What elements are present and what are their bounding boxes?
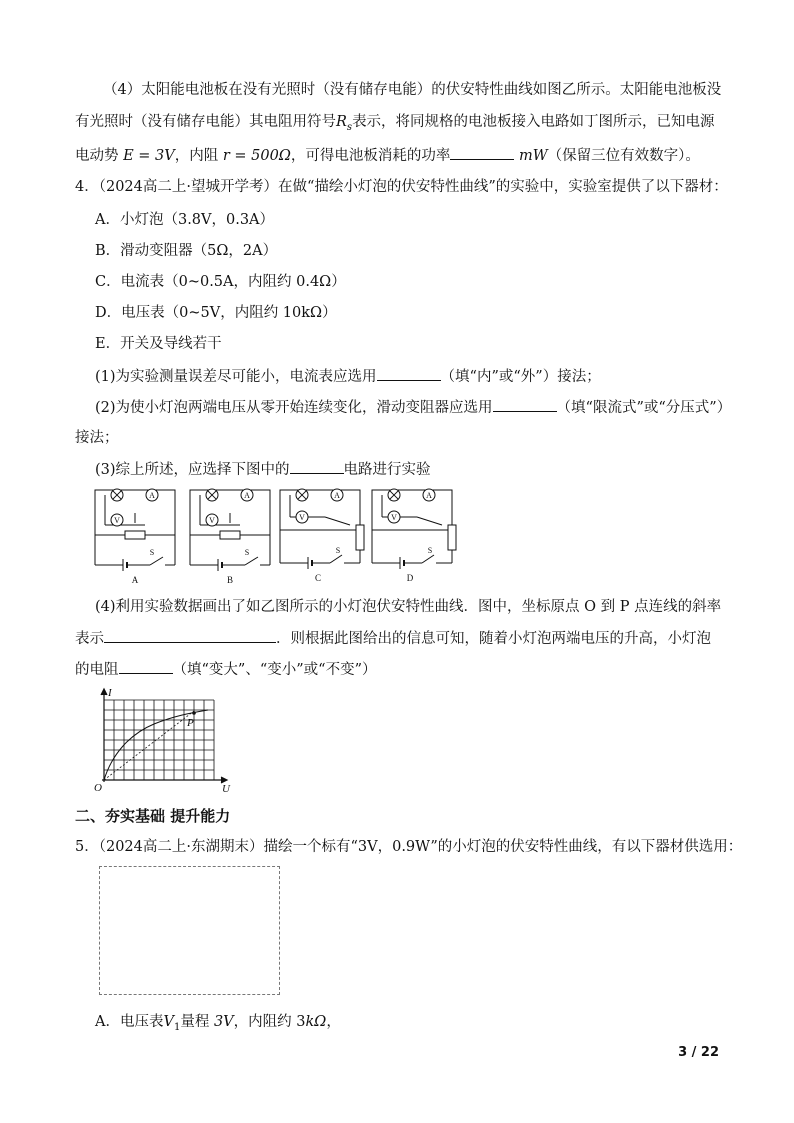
point-p xyxy=(192,711,196,715)
circuit-diagrams xyxy=(90,485,470,585)
q4-part2: (2)为使小灯泡两端电压从零开始连续变化，滑动变阻器应选用 （填“限流式”或“分压式”） xyxy=(95,397,731,418)
answer-blank-resistance[interactable] xyxy=(119,659,173,674)
circuit-b-ammeter: A xyxy=(244,491,250,500)
circuit-d-voltmeter: V xyxy=(391,513,397,522)
q4-option-c: C．电流表（0~0.5A，内阻约 0.4Ω） xyxy=(95,274,346,290)
prev-q-part4-line3: 电动势 E = 3V，内阻 r = 500Ω，可得电池板消耗的功率 mW（保留三位有效数字）。 xyxy=(75,145,700,166)
point-p-label: P xyxy=(187,717,194,729)
q4-option-d: D．电压表（0~5V，内阻约 10kΩ） xyxy=(95,305,337,321)
circuit-d-ammeter: A xyxy=(426,491,432,500)
circuit-a-voltmeter: V xyxy=(114,516,120,525)
q4-part4-line2: 表示 ．则根据此图给出的信息可知，随着小灯泡两端电压的升高，小灯泡 xyxy=(75,628,711,649)
q4-part3: (3)综上所述，应选择下图中的 电路进行实验 xyxy=(95,459,431,480)
q4-part4-line1: (4)利用实验数据画出了如乙图所示的小灯泡伏安特性曲线．图中，坐标原点 O 到 P 点连线的斜率 xyxy=(95,599,722,615)
q4-option-b: B．滑动变阻器（5Ω，2A） xyxy=(95,243,278,259)
q4-option-e: E．开关及导线若干 xyxy=(95,336,222,352)
answer-drawing-box[interactable] xyxy=(99,866,280,995)
page-number: 3 / 22 xyxy=(678,1045,719,1060)
prev-q-part4-line2: 有光照时（没有储存电能）其电阻用符号$R_s$表示，将同规格的电池板接入电路如丁图所示，已知电源 xyxy=(75,114,715,133)
circuit-d-switch: S xyxy=(427,546,433,555)
circuit-c xyxy=(280,489,364,569)
circuit-d xyxy=(372,489,456,569)
q5-header: 5．（2024高二上·东湖期末）描绘一个标有“3V，0.9W”的小灯泡的伏安特性曲线，有以下器材供选用： xyxy=(75,839,743,855)
iu-characteristic-graph xyxy=(90,686,240,794)
circuit-b xyxy=(190,489,270,571)
x-axis-label: U xyxy=(222,783,230,794)
origin-label: O xyxy=(94,782,102,794)
circuit-a-switch: S xyxy=(149,548,155,557)
q4-part4-line3: 的电阻 （填“变大”、“变小”或“不变”） xyxy=(75,659,376,680)
circuit-a xyxy=(95,489,175,571)
circuit-b-voltmeter: V xyxy=(209,516,215,525)
circuit-c-switch: S xyxy=(335,546,341,555)
circuit-c-voltmeter: V xyxy=(299,513,305,522)
answer-blank-ammeter[interactable] xyxy=(377,366,441,381)
q4-option-a: A．小灯泡（3.8V，0.3A） xyxy=(95,212,275,228)
answer-blank-slope[interactable] xyxy=(104,628,276,643)
answer-blank-rheostat[interactable] xyxy=(493,397,557,412)
circuit-a-ammeter: A xyxy=(149,491,155,500)
answer-blank-circuit[interactable] xyxy=(290,459,344,474)
q5-option-a: A．电压表$V_1$量程 3V，内阻约 3kΩ， xyxy=(95,1014,341,1033)
q4-part2-cont: 接法； xyxy=(75,430,119,446)
circuit-d-label: D xyxy=(406,573,414,583)
circuit-c-label: C xyxy=(314,573,322,583)
prev-q-part4-line1: （4）太阳能电池板在没有光照时（没有储存电能）的伏安特性曲线如图乙所示。太阳能电池板没 xyxy=(103,82,722,98)
q4-part1: (1)为实验测量误差尽可能小，电流表应选用 （填“内”或“外”）接法； xyxy=(95,366,601,387)
circuit-a-label: A xyxy=(131,575,139,585)
circuit-b-switch: S xyxy=(244,548,250,557)
circuit-b-label: B xyxy=(226,575,234,585)
q4-header: 4．（2024高二上·望城开学考）在做“描绘小灯泡的伏安特性曲线”的实验中，实验室提供了以下器材： xyxy=(75,179,728,195)
circuit-c-ammeter: A xyxy=(334,491,340,500)
section2-title: 二、夯实基础 提升能力 xyxy=(75,807,231,825)
y-axis-label: I xyxy=(108,687,112,699)
answer-blank-power[interactable] xyxy=(450,145,514,160)
